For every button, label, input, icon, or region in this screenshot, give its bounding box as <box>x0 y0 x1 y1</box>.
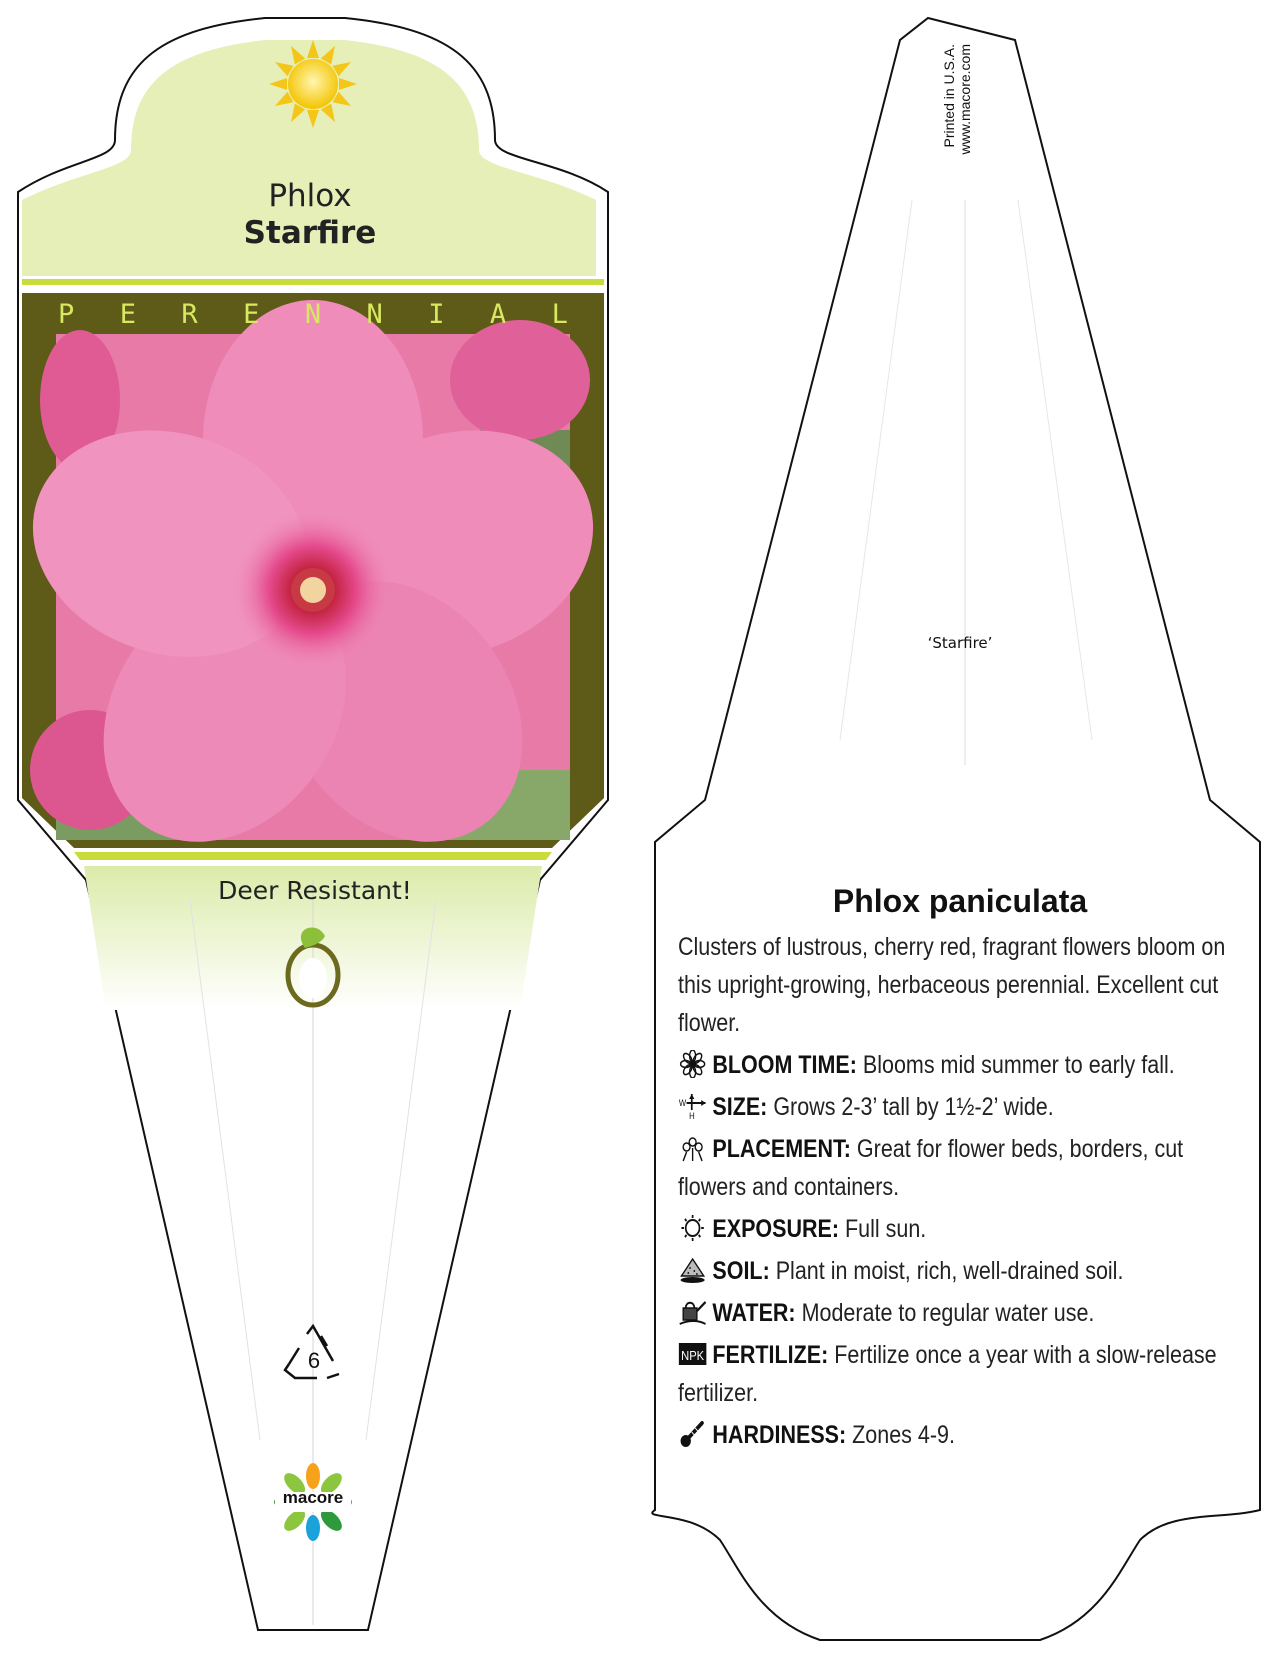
care-text: Plant in moist, rich, well-drained soil. <box>775 1257 1124 1285</box>
care-label: SIZE: <box>712 1093 768 1121</box>
sun-outline-icon <box>678 1214 707 1242</box>
print-info <box>941 44 973 210</box>
category-letter: R <box>181 299 198 330</box>
care-text: Great for flower beds, borders, cut flowers and containers. <box>678 1135 1184 1201</box>
care-exposure <box>678 1210 1237 1248</box>
deer-resistant-tagline: Deer Resistant! <box>218 876 412 905</box>
website-text: www.macore.com <box>957 44 973 155</box>
watering-can-icon <box>678 1298 707 1326</box>
care-fertilize <box>678 1336 1237 1412</box>
care-text: Fertilize once a year with a slow-release fertilizer. <box>678 1341 1217 1407</box>
species-title: Phlox paniculata <box>832 883 1088 919</box>
care-text: Blooms mid summer to early fall. <box>862 1051 1175 1079</box>
care-water <box>678 1294 1237 1332</box>
category-letter: L <box>551 299 568 330</box>
category-label <box>22 299 604 330</box>
care-label: EXPOSURE: <box>712 1215 840 1243</box>
npk-label: NPK <box>681 1348 705 1364</box>
care-label: HARDINESS: <box>712 1421 847 1449</box>
flower-photo <box>3 300 623 889</box>
care-soil <box>678 1252 1237 1290</box>
brand-name: macore <box>282 1488 344 1507</box>
care-text: Grows 2-3’ tall by 1½-2’ wide. <box>773 1093 1054 1121</box>
recycle-number: 6 <box>307 1348 321 1373</box>
care-label: FERTILIZE: <box>712 1341 829 1369</box>
plant-description: Clusters of lustrous, cherry red, fragrant flowers bloom on this upright-growing, herbaceous perennial. Excellent cut flower. <box>678 933 1226 1037</box>
care-label: BLOOM TIME: <box>712 1051 857 1079</box>
thermometer-icon <box>678 1420 707 1448</box>
placement-icon <box>678 1134 707 1162</box>
size-letter-w: W <box>678 1097 687 1109</box>
care-text: Full sun. <box>845 1215 927 1243</box>
care-label: SOIL: <box>712 1257 770 1285</box>
care-label: WATER: <box>712 1299 796 1327</box>
printed-in-text: Printed in U.S.A. <box>941 44 957 148</box>
variety-name: Starfire <box>243 215 377 251</box>
category-letter: E <box>243 299 260 330</box>
category-letter: P <box>58 299 75 330</box>
care-size <box>678 1088 1237 1126</box>
care-label: PLACEMENT: <box>712 1135 851 1163</box>
size-icon <box>678 1092 707 1120</box>
flower-icon <box>678 1050 707 1078</box>
category-letter: A <box>489 299 507 330</box>
care-text: Zones 4-9. <box>852 1421 955 1449</box>
genus-name: Phlox <box>268 178 352 214</box>
care-bloom-time <box>678 1046 1237 1084</box>
header-rule <box>22 279 604 285</box>
npk-icon <box>678 1340 707 1368</box>
category-letter: E <box>119 299 136 330</box>
soil-icon <box>678 1256 707 1284</box>
category-letter: N <box>366 299 383 330</box>
care-hardiness <box>678 1416 1237 1454</box>
size-letter-h: H <box>689 1110 695 1120</box>
care-text: Moderate to regular water use. <box>801 1299 1095 1327</box>
cultivar-name: ‘Starfire’ <box>927 634 993 652</box>
category-letter: N <box>304 299 322 330</box>
category-letter: I <box>428 299 445 330</box>
care-placement <box>678 1130 1237 1206</box>
lower-rule <box>74 852 552 860</box>
